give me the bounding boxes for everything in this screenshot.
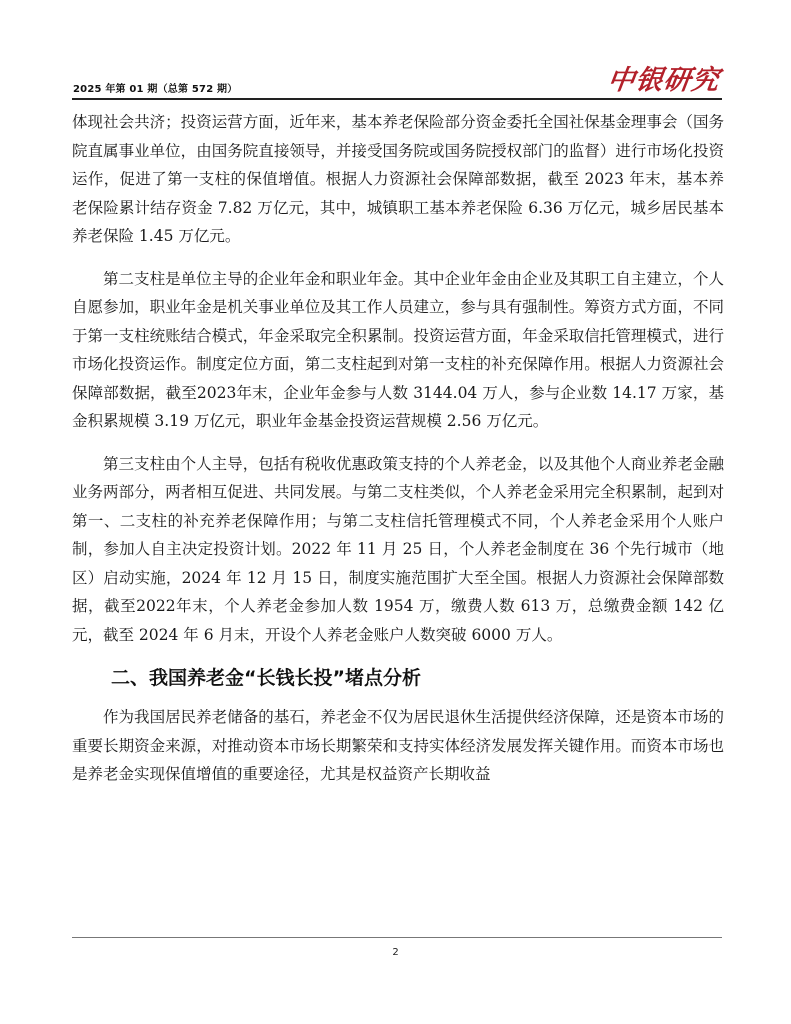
paragraph-second-pillar: 第二支柱是单位主导的企业年金和职业年金。其中企业年金由企业及其职工自主建立，个人自愿参加，职业年金是机关事业单位及其工作人员建立，参与具有强制性。筹资方式方面，不同于第一支柱统账结合模式，年金采取完全积累制。投资运营方面，年金采取信托管理模式，进行市场化投资运作。制度定位方面，第二支柱起到对第一支柱的补充保障作用。根据人力资源社会保障部数据，截至2023年末，企业年金参与人数 3144.04 万人，参与企业数 14.17 万家，基金积累规模 3.19 万亿元，职业年金基金投资运营规模 2.56 万亿元。	[72, 269, 724, 430]
header-divider	[72, 98, 722, 100]
paragraph-first-pillar-continued: 体现社会共济；投资运营方面，近年来，基本养老保险部分资金委托全国社保基金理事会（国务院直属事业单位，由国务院直接领导，并接受国务院或国务院授权部门的监督）进行市场化投资运作，促进了第一支柱的保值增值。根据人力资源社会保障部数据，截至 2023 年末，基本养老保险累计结存资金 7.82 万亿元，其中，城镇职工基本养老保险 6.36 万亿元，城乡居民基本养老保险 1.45 万亿元。	[72, 113, 724, 245]
section-heading: 二、我国养老金“长钱长投”堵点分析	[111, 667, 421, 689]
issue-number: 2025 年第 01 期（总第 572 期）	[73, 84, 238, 95]
document-body	[72, 108, 724, 803]
paragraph-third-pillar: 第三支柱由个人主导，包括有税收优惠政策支持的个人养老金，以及其他个人商业养老金融业务两部分，两者相互促进、共同发展。与第二支柱类似，个人养老金采用完全积累制，起到对第一、二支柱的补充养老保障作用；与第二支柱信托管理模式不同，个人养老金采用个人账户制，参加人自主决定投资计划。2022 年 11 月 25 日，个人养老金制度在 36 个先行城市（地区）启动实施，2024 年 12 月 15 日，制度实施范围扩大至全国。根据人力资源社会保障部数据，截至2022年末，个人养老金参加人数 1954 万，缴费人数 613 万，总缴费金额 142 亿元，截至 2024 年 6 月末，开设个人养老金账户人数突破 6000 万人。	[72, 454, 724, 644]
footer-divider	[72, 937, 722, 938]
page-number: 2	[392, 947, 399, 958]
publication-logo: 中银研究	[605, 65, 722, 96]
paragraph-analysis-intro: 作为我国居民养老储备的基石，养老金不仅为居民退休生活提供经济保障，还是资本市场的重要长期资金来源，对推动资本市场长期繁荣和支持实体经济发展发挥关键作用。而资本市场也是养老金实现保值增值的重要途径，尤其是权益资产长期收益	[72, 708, 724, 783]
